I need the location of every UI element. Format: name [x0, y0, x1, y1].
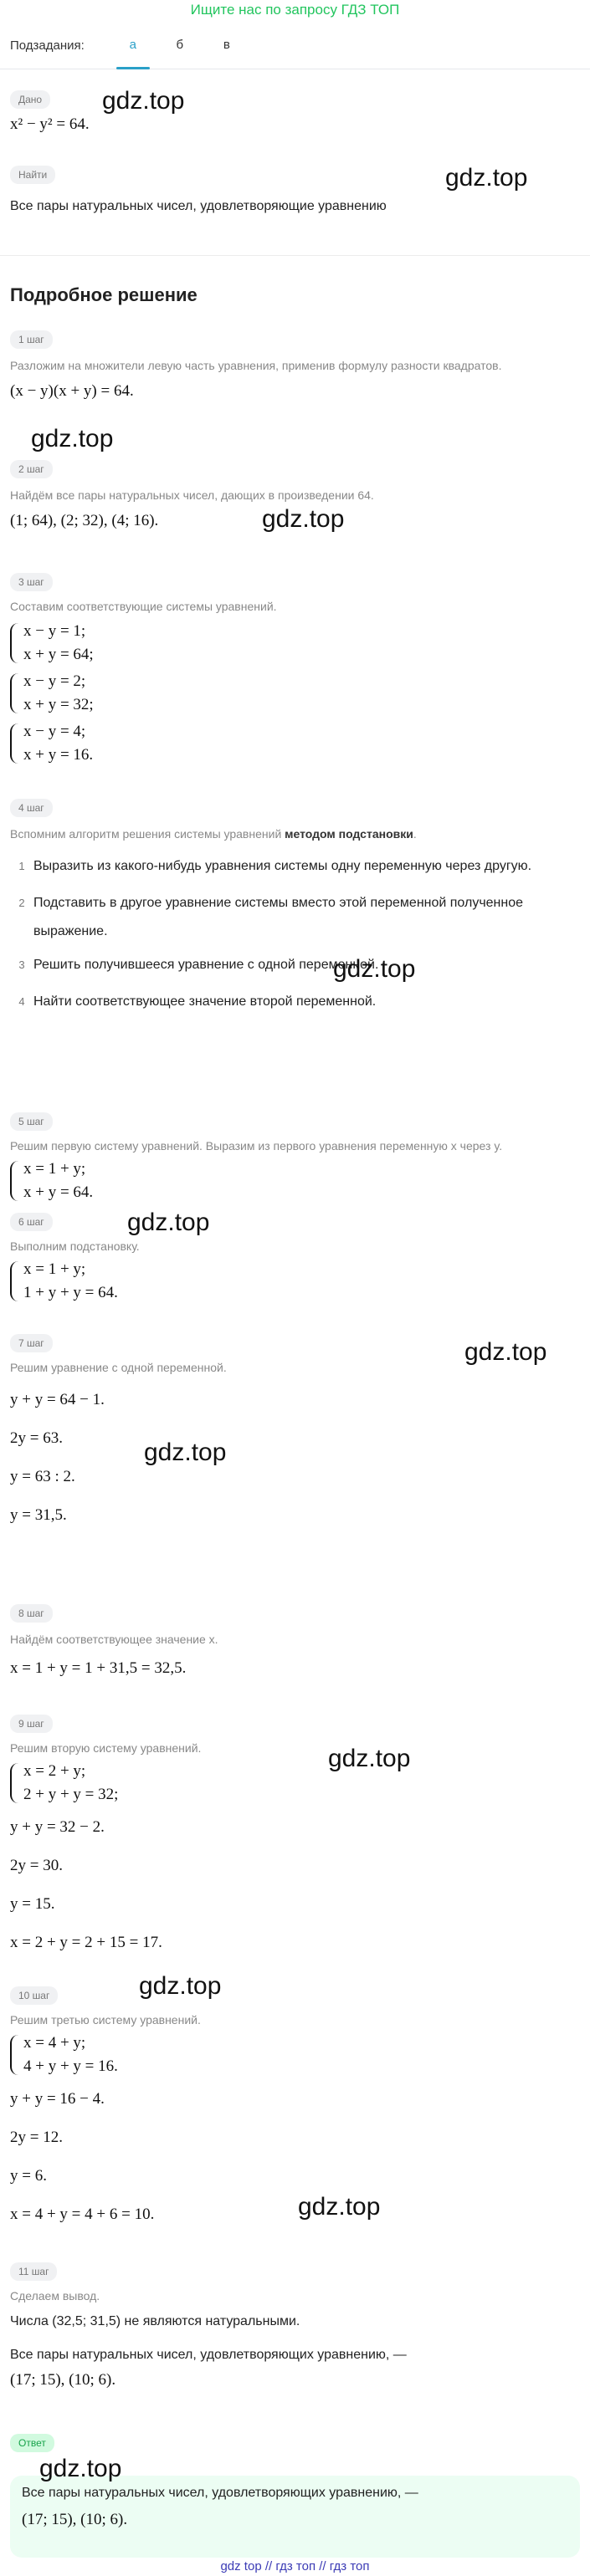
system-line: 4 + y + y = 16. [23, 2057, 118, 2075]
search-banner[interactable]: Ищите нас по запросу ГДЗ ТОП [190, 2, 400, 18]
equation-line: 2y = 63. [10, 1429, 63, 1447]
conclusion-line: Все пары натуральных чисел, удовлетворяющих уравнению, — [10, 2348, 407, 2362]
answer-text: Все пары натуральных чисел, удовлетворяющих уравнению, — [22, 2486, 418, 2500]
step-text: Найдём все пары натуральных чисел, дающих в произведении 64. [10, 488, 374, 502]
list-item: 2 Подставить в другое уравнение системы вместо этой переменной полученное выражение. [10, 889, 580, 946]
list-item: 3 Решить получившееся уравнение с одной переменной. [10, 951, 580, 979]
system-line: x = 1 + y; [23, 1260, 86, 1278]
equation-line: y + y = 32 − 2. [10, 1818, 105, 1836]
conclusion-line: Числа (32,5; 31,5) не являются натуральными. [10, 2314, 300, 2328]
equation-system [10, 720, 580, 767]
find-badge: Найти [10, 166, 55, 184]
system-line: x + y = 64; [23, 646, 94, 663]
step-badge: 10 шаг [10, 1986, 58, 2005]
answer-equation: (17; 15), (10; 6). [22, 2511, 128, 2528]
step-text: Разложим на множители левую часть уравнения, применив формулу разности квадратов. [10, 359, 502, 372]
equation-line: x = 4 + y = 4 + 6 = 10. [10, 2205, 155, 2223]
equation-system [10, 1760, 580, 1807]
equation-line: 2y = 30. [10, 1857, 63, 1874]
step-6 [10, 1213, 580, 1305]
system-line: x = 1 + y; [23, 1160, 86, 1178]
system-line: x + y = 64. [23, 1183, 94, 1201]
step-11 [10, 2262, 580, 2389]
step-badge: 9 шаг [10, 1715, 53, 1733]
watermark: gdz.top [39, 2455, 122, 2482]
step-equation: (x − y)(x + y) = 64. [10, 382, 134, 400]
step-text: Выполним подстановку. [10, 1239, 140, 1253]
list-item: 4 Найти соответствующее значение второй переменной. [10, 988, 580, 1016]
tab-b[interactable]: б [176, 38, 184, 52]
step-badge: 6 шаг [10, 1213, 53, 1231]
step-badge: 5 шаг [10, 1112, 53, 1131]
step-text: Найдём соответствующее значение x. [10, 1633, 218, 1646]
watermark: gdz.top [127, 1209, 210, 1236]
step-5 [10, 1112, 580, 1204]
equation-system [10, 620, 580, 667]
equation-line: y = 63 : 2. [10, 1468, 75, 1485]
answer-content [10, 2486, 580, 2529]
subtasks-label: Подзадания: [10, 38, 85, 53]
divider [0, 255, 590, 256]
list-item-text: Решить получившееся уравнение с одной переменной. [33, 958, 379, 972]
given-badge: Дано [10, 90, 50, 109]
step-8 [10, 1604, 580, 1678]
answer-badge-wrap [10, 2434, 580, 2452]
system-line: x + y = 32; [23, 696, 94, 713]
equation-system [10, 2032, 580, 2078]
system-line: x − y = 1; [23, 622, 86, 640]
step-10 [10, 1986, 580, 2224]
step-9 [10, 1715, 580, 1952]
step-1 [10, 330, 580, 401]
equation-line: y = 6. [10, 2167, 47, 2185]
list-item: 1 Выразить из какого-нибудь уравнения системы одну переменную через другую. [10, 852, 580, 881]
step-text: Сделаем вывод. [10, 2289, 100, 2303]
step-badge: 4 шаг [10, 799, 53, 817]
step-text: Решим уравнение с одной переменной. [10, 1361, 227, 1374]
equation-line: y + y = 16 − 4. [10, 2090, 105, 2108]
list-item-text: Выразить из какого-нибудь уравнения системы одну переменную через другую. [33, 859, 532, 873]
step-badge: 3 шаг [10, 573, 53, 591]
equation-system [10, 1258, 580, 1305]
list-item-text: Подставить в другое уравнение системы вместо этой переменной полученное выражение. [33, 896, 524, 938]
tab-v[interactable]: в [223, 38, 230, 52]
conclusion-equation: (17; 15), (10; 6). [10, 2371, 116, 2389]
system-line: x − y = 4; [23, 723, 86, 740]
list-item-text: Найти соответствующее значение второй переменной. [33, 994, 377, 1009]
solution-title: Подробное решение [10, 284, 198, 305]
step-equation: (1; 64), (2; 32), (4; 16). [10, 512, 159, 529]
given-block [10, 90, 580, 134]
watermark: gdz.top [333, 955, 416, 983]
system-line: x + y = 16. [23, 746, 94, 764]
watermark: gdz.top [102, 87, 185, 115]
step-badge: 8 шаг [10, 1604, 53, 1623]
given-equation: x² − y² = 64. [10, 115, 90, 133]
equation-system [10, 670, 580, 717]
step-3 [10, 573, 580, 767]
step-badge: 7 шаг [10, 1334, 53, 1352]
watermark: gdz.top [144, 1439, 227, 1466]
system-line: 2 + y + y = 32; [23, 1786, 119, 1803]
watermark: gdz.top [445, 164, 528, 192]
equation-line: y = 15. [10, 1895, 55, 1913]
system-line: 1 + y + y = 64. [23, 1284, 118, 1301]
step-4 [10, 799, 580, 1016]
step-badge: 11 шаг [10, 2262, 57, 2281]
equation-line: y + y = 64 − 1. [10, 1391, 105, 1408]
equation-line: 2y = 12. [10, 2129, 63, 2146]
answer-badge: Ответ [10, 2434, 54, 2452]
equation-line: x = 1 + y = 1 + 31,5 = 32,5. [10, 1659, 187, 1677]
step-text: Составим соответствующие системы уравнений. [10, 600, 277, 613]
equation-system [10, 1158, 580, 1204]
watermark: gdz.top [262, 505, 345, 533]
tab-a[interactable]: а [110, 22, 156, 69]
watermark: gdz.top [139, 1972, 222, 2000]
subtasks-bar [0, 22, 590, 69]
find-text: Все пары натуральных чисел, удовлетворяющие уравнению [10, 199, 387, 213]
step-text: Решим третью систему уравнений. [10, 2013, 201, 2027]
step-badge: 1 шаг [10, 330, 53, 349]
watermark: gdz.top [328, 1745, 411, 1772]
system-line: x = 2 + y; [23, 1762, 86, 1780]
watermark: gdz.top [298, 2193, 381, 2221]
equation-line: x = 2 + y = 2 + 15 = 17. [10, 1934, 162, 1951]
system-line: x = 4 + y; [23, 2034, 86, 2052]
algorithm-list [10, 852, 580, 1016]
watermark: gdz.top [31, 425, 114, 452]
system-line: x − y = 2; [23, 672, 86, 690]
step-text: Вспомним алгоритм решения системы уравнений методом подстановки. [10, 827, 417, 841]
footer-links[interactable]: gdz top // гдз топ // гдз топ [220, 2559, 370, 2573]
watermark: gdz.top [464, 1338, 547, 1366]
equation-line: y = 31,5. [10, 1506, 67, 1524]
step-text: Решим первую систему уравнений. Выразим из первого уравнения переменную x через y. [10, 1139, 503, 1153]
step-text: Решим вторую систему уравнений. [10, 1741, 202, 1755]
step-badge: 2 шаг [10, 460, 53, 478]
